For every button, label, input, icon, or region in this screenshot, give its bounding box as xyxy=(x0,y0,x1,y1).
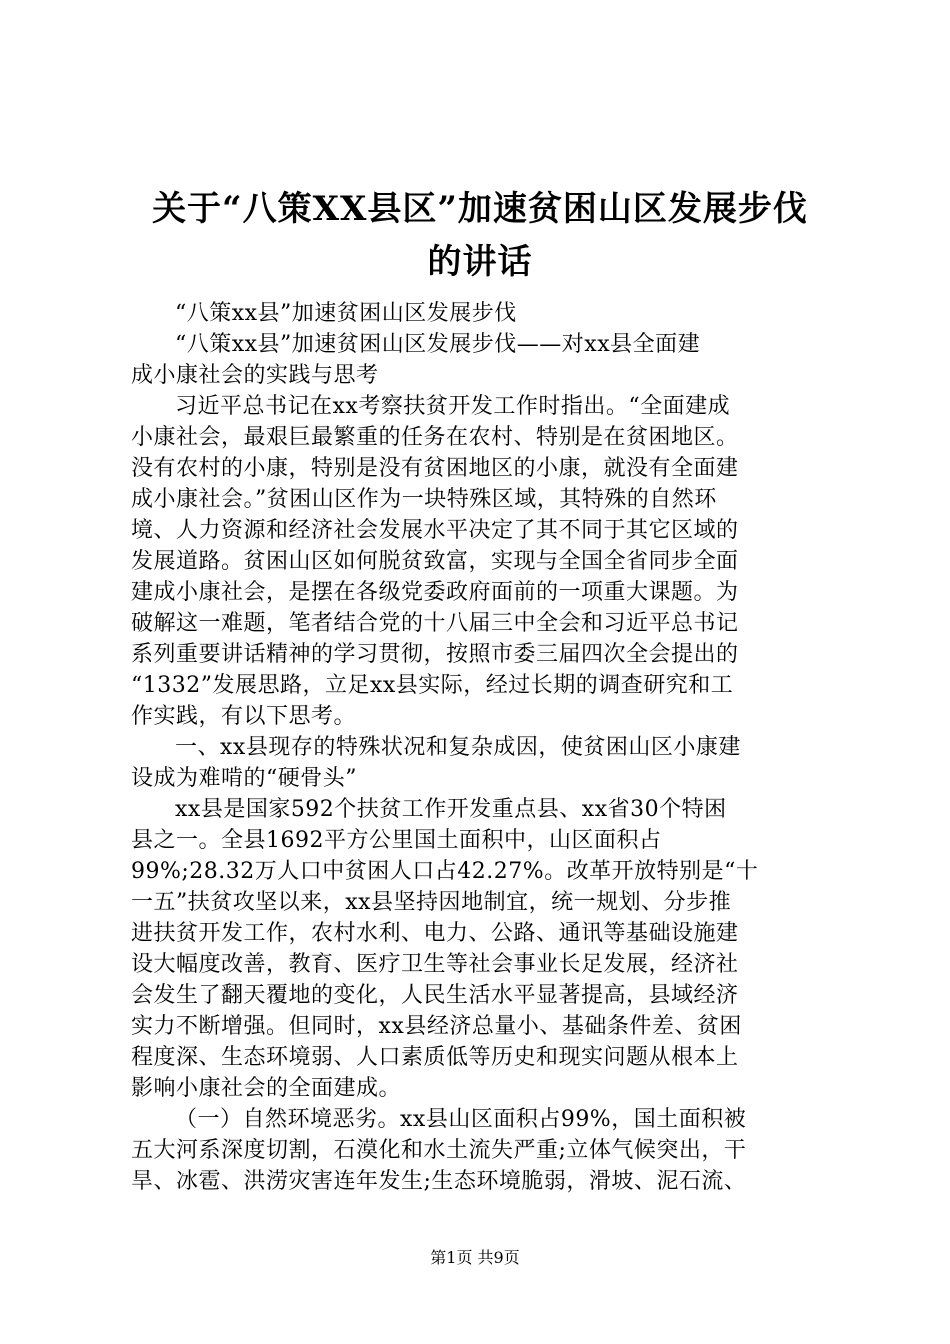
paragraph-line: 影响小康社会的全面建成。 xyxy=(131,1076,402,1101)
paragraph xyxy=(131,732,829,794)
paragraph-line: 会发生了翻天覆地的变化，人民生活水平显著提高，县域经济 xyxy=(131,983,739,1008)
paragraph-line: 没有农村的小康，特别是没有贫困地区的小康，就没有全面建 xyxy=(131,456,739,481)
paragraph-line: 成小康社会。”贫困山区作为一块特殊区域，其特殊的自然环 xyxy=(131,487,717,512)
paragraph-line: “八策xx县”加速贫困山区发展步伐 xyxy=(175,301,517,326)
paragraph-line: （一）自然环境恶劣。xx县山区面积占99%，国土面积被 xyxy=(175,1107,747,1132)
paragraph-line: 发展道路。贫困山区如何脱贫致富，实现与全国全省同步全面 xyxy=(131,549,739,574)
paragraph-line: xx县是国家592个扶贫工作开发重点县、xx省30个特困 xyxy=(175,797,727,822)
page-number-footer: 第1页 共9页 xyxy=(430,1248,520,1267)
paragraph-line: 境、人力资源和经济社会发展水平决定了其不同于其它区域的 xyxy=(131,518,739,543)
paragraph-line: “1332”发展思路，立足xx县实际，经过长期的调查研究和工 xyxy=(131,673,734,698)
paragraph-line: 实力不断增强。但同时，xx县经济总量小、基础条件差、贫困 xyxy=(131,1014,742,1039)
paragraph xyxy=(131,1104,829,1197)
document-title-line-2: 的讲话 xyxy=(427,242,533,282)
paragraph-line: 小康社会，最艰巨最繁重的任务在农村、特别是在贫困地区。 xyxy=(131,425,739,450)
paragraph-line: 设成为难啃的“硬骨头” xyxy=(131,766,357,791)
paragraph-line: 一、xx县现存的特殊状况和复杂成因，使贫困山区小康建 xyxy=(175,735,741,760)
paragraph-line: 设大幅度改善，教育、医疗卫生等社会事业长足发展，经济社 xyxy=(131,952,739,977)
paragraph-line: 旱、冰雹、洪涝灾害连年发生;生态环境脆弱，滑坡、泥石流、 xyxy=(131,1169,747,1194)
document-body xyxy=(131,298,829,1197)
paragraph-line: 进扶贫开发工作，农村水利、电力、公路、通讯等基础设施建 xyxy=(131,921,739,946)
paragraph-line: 99%;28.32万人口中贫困人口占42.27%。改革开放特别是“十 xyxy=(131,859,759,884)
paragraph-line: 作实践，有以下思考。 xyxy=(131,704,357,729)
paragraph-line: 县之一。全县1692平方公里国土面积中，山区面积占 xyxy=(131,828,662,853)
paragraph-line: 习近平总书记在xx考察扶贫开发工作时指出。“全面建成 xyxy=(175,394,731,419)
paragraph-line: 五大河系深度切割，石漠化和水土流失严重;立体气候突出，干 xyxy=(131,1138,747,1163)
paragraph xyxy=(131,298,829,329)
paragraph-line: 成小康社会的实践与思考 xyxy=(131,363,379,388)
paragraph-line: 程度深、生态环境弱、人口素质低等历史和现实问题从根本上 xyxy=(131,1045,739,1070)
paragraph-line: “八策xx县”加速贫困山区发展步伐——对xx县全面建 xyxy=(175,332,701,357)
paragraph-line: 系列重要讲话精神的学习贯彻，按照市委三届四次全会提出的 xyxy=(131,642,739,667)
paragraph xyxy=(131,329,829,391)
document-title-line-1: 关于“八策XX县区”加速贫困山区发展步伐 xyxy=(152,189,808,229)
paragraph xyxy=(131,391,829,732)
paragraph-line: 一五”扶贫攻坚以来，xx县坚持因地制宜，统一规划、分步推 xyxy=(131,890,732,915)
paragraph-line: 建成小康社会，是摆在各级党委政府面前的一项重大课题。为 xyxy=(131,580,739,605)
paragraph-line: 破解这一难题，笔者结合党的十八届三中全会和习近平总书记 xyxy=(131,611,739,636)
paragraph xyxy=(131,794,829,1104)
